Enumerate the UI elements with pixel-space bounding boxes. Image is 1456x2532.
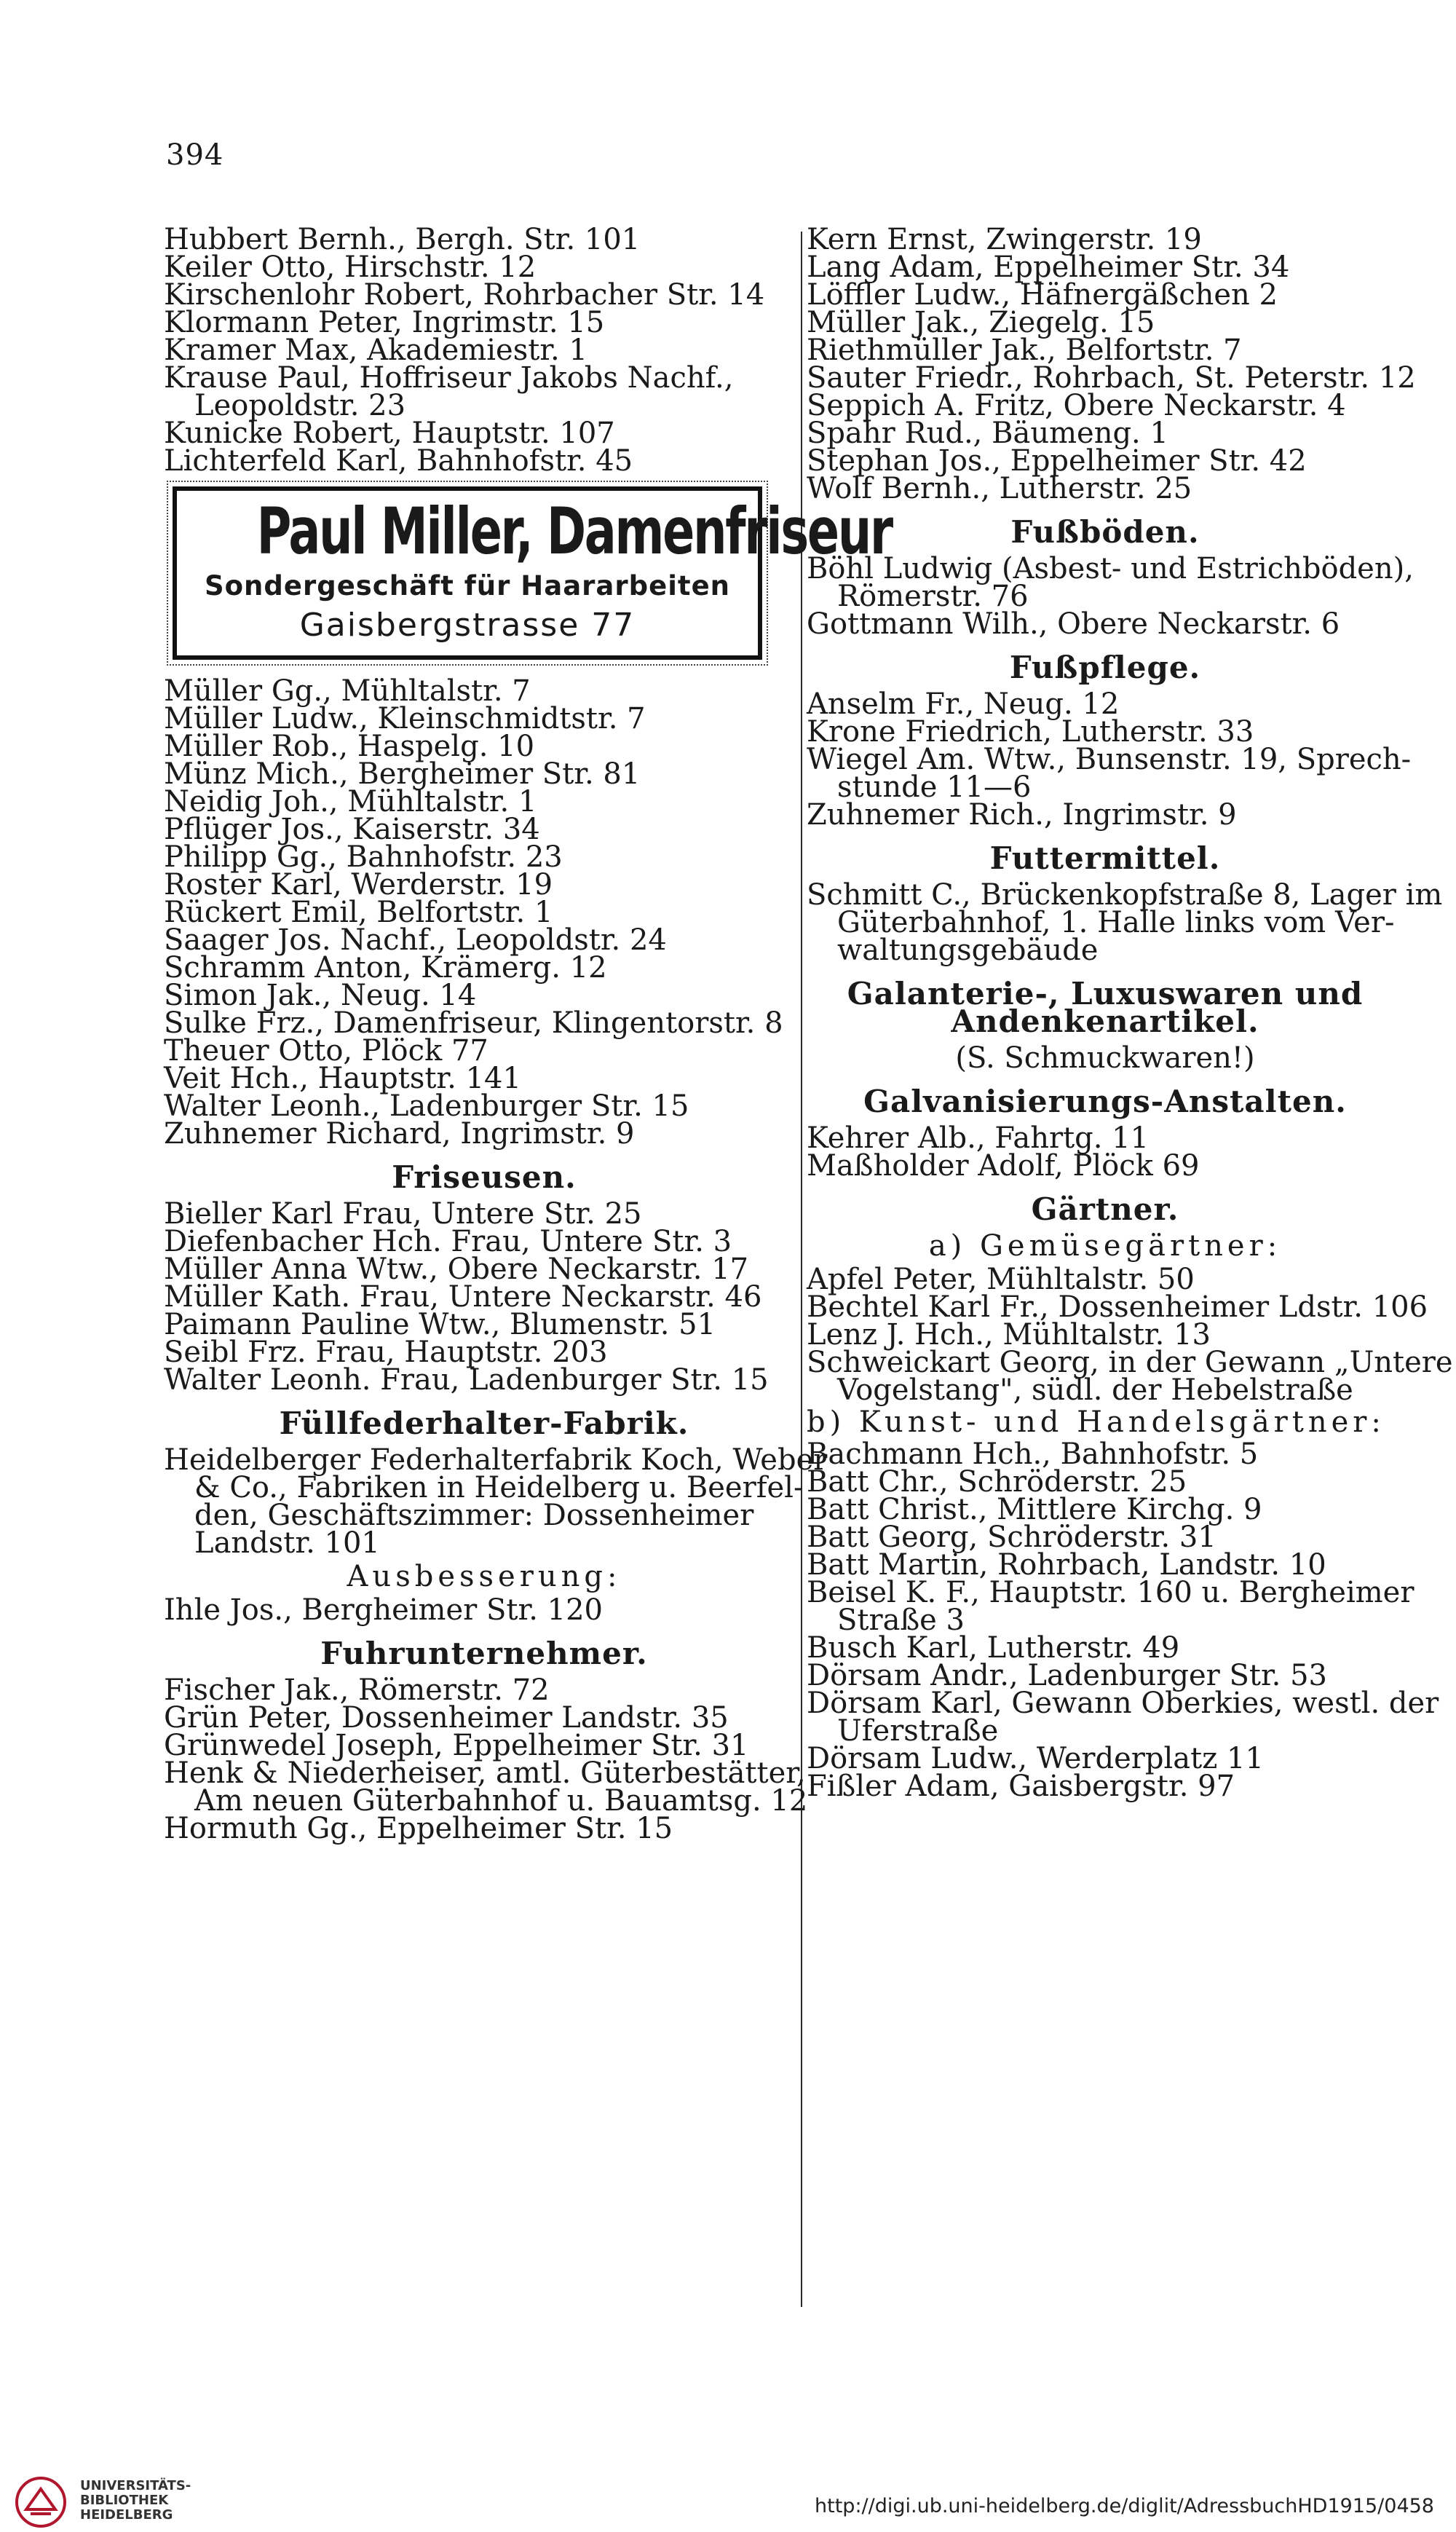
left-column (164, 223, 892, 1845)
list-item: Schramm Anton, Krämerg. 12 (164, 951, 607, 985)
list-item: Veit Hch., Hauptstr. 141 (164, 1062, 521, 1095)
list-item: Batt Chr., Schröderstr. 25 (807, 1465, 1187, 1499)
list-item: Kunicke Robert, Hauptstr. 107 (164, 417, 615, 450)
list-item: Bachmann Hch., Bahnhofstr. 5 (807, 1437, 1259, 1471)
list-item: Kramer Max, Akademiestr. 1 (164, 334, 587, 367)
list-item: Löffler Ludw., Häfnergäßchen 2 (807, 278, 1278, 312)
list-item: Pflüger Jos., Kaiserstr. 34 (164, 813, 540, 846)
list-item: Sulke Frz., Damenfriseur, Klingentorstr. 8 (164, 1006, 783, 1040)
list-item: Diefenbacher Hch. Frau, Untere Str. 3 (164, 1225, 732, 1258)
list-item-continuation: Leopoldstr. 23 (194, 389, 406, 422)
list-item: Krause Paul, Hoffriseur Jakobs Nachf., (164, 361, 734, 395)
list-item: Zuhnemer Richard, Ingrimstr. 9 (164, 1117, 635, 1151)
list-item: Lichterfeld Karl, Bahnhofstr. 45 (164, 444, 633, 478)
ad-business-name: Paul Miller, Damenfriseur (256, 494, 892, 569)
list-item: Müller Rob., Haspelg. 10 (164, 730, 535, 763)
list-item: Riethmüller Jak., Belfortstr. 7 (807, 334, 1242, 367)
friseusen-list (164, 1197, 804, 1397)
digitization-footer (0, 2463, 1456, 2532)
list-item: Gottmann Wilh., Obere Neckarstr. 6 (807, 607, 1340, 641)
subheading-kunstgaertner: b) Kunst- und Handelsgärtner: (807, 1405, 1385, 1439)
list-item: Seibl Frz. Frau, Hauptstr. 203 (164, 1336, 608, 1369)
list-item: Simon Jak., Neug. 14 (164, 979, 477, 1012)
list-item-continuation: waltungsgebäude (837, 934, 1099, 967)
left-list-2 (164, 674, 804, 1151)
list-item: Batt Christ., Mittlere Kirchg. 9 (807, 1493, 1262, 1526)
list-item: Beisel K. F., Hauptstr. 160 u. Bergheimer (807, 1576, 1415, 1609)
list-item: Müller Ludw., Kleinschmidtstr. 7 (164, 702, 646, 735)
list-item: Paimann Pauline Wtw., Blumenstr. 51 (164, 1308, 716, 1341)
list-item: Henk & Niederheiser, amtl. Güterbestätter, (164, 1756, 806, 1790)
right-list-1 (807, 223, 1416, 505)
list-item-continuation: Landstr. 101 (194, 1526, 380, 1560)
list-item: Fischer Jak., Römerstr. 72 (164, 1673, 550, 1707)
page-number: 394 (166, 138, 224, 172)
fuellfederhalter-list (164, 1443, 828, 1560)
fuhrunternehmer-list (164, 1673, 808, 1845)
list-item: Lang Adam, Eppelheimer Str. 34 (807, 251, 1290, 284)
list-item: Rückert Emil, Belfortstr. 1 (164, 896, 553, 929)
source-url-link[interactable]: http://digi.ub.uni-heidelberg.de/diglit/AdressbuchHD1915/0458 (815, 2495, 1434, 2517)
library-name (80, 2479, 191, 2523)
list-item-continuation: den, Geschäftszimmer: Dossenheimer (194, 1499, 754, 1532)
section-heading-futtermittel: Futtermittel. (989, 840, 1221, 876)
gemuese-list (807, 1263, 1453, 1407)
list-item: Sauter Friedr., Rohrbach, St. Peterstr. 12 (807, 361, 1416, 395)
library-name-line: UNIVERSITÄTS- (80, 2478, 191, 2493)
list-item: Theuer Otto, Plöck 77 (164, 1034, 488, 1068)
list-item: Walter Leonh. Frau, Ladenburger Str. 15 (164, 1363, 769, 1397)
left-list-1 (164, 223, 804, 478)
list-item: Walter Leonh., Ladenburger Str. 15 (164, 1089, 689, 1123)
list-item-continuation: Römerstr. 76 (837, 580, 1029, 613)
list-item: Busch Karl, Lutherstr. 49 (807, 1631, 1180, 1665)
list-item: Anselm Fr., Neug. 12 (807, 687, 1120, 721)
futtermittel-list (807, 878, 1443, 967)
ad-specialty: Sondergeschäft für Haararbeiten (204, 570, 731, 602)
list-item: Müller Gg., Mühltalstr. 7 (164, 674, 531, 708)
advertisement-box (173, 486, 892, 660)
galvanisierung-list (807, 1121, 1404, 1183)
list-item: Müller Jak., Ziegelg. 15 (807, 306, 1155, 339)
list-item: Dörsam Ludw., Werderplatz 11 (807, 1742, 1264, 1775)
fussboeden-list (807, 552, 1414, 641)
section-heading-fussboeden: Fußböden. (1010, 514, 1200, 550)
fusspflege-list (807, 687, 1412, 832)
list-item-continuation: Uferstraße (837, 1714, 999, 1748)
list-item: Heidelberger Federhalterfabrik Koch, Weber (164, 1443, 828, 1477)
list-item: Klormann Peter, Ingrimstr. 15 (164, 306, 605, 339)
list-item: Hubbert Bernh., Bergh. Str. 101 (164, 223, 641, 256)
list-item: Dörsam Andr., Ladenburger Str. 53 (807, 1659, 1327, 1692)
list-item-continuation: Straße 3 (837, 1604, 965, 1637)
library-name-line: HEIDELBERG (80, 2507, 173, 2523)
list-item-continuation: stunde 11—6 (837, 770, 1032, 804)
section-heading-fuellfederhalter: Füllfederhalter-Fabrik. (279, 1405, 689, 1441)
list-item: Fißler Adam, Gaisbergstr. 97 (807, 1770, 1235, 1803)
list-item: Keiler Otto, Hirschstr. 12 (164, 251, 537, 284)
list-item: Stephan Jos., Eppelheimer Str. 42 (807, 444, 1307, 478)
section-heading-fusspflege: Fußpflege. (1009, 650, 1201, 685)
list-item-continuation: Vogelstang", südl. der Hebelstraße (837, 1373, 1353, 1407)
section-heading-galanterie-line2: Andenkenartikel. (951, 1003, 1259, 1039)
list-item: Ihle Jos., Bergheimer Str. 120 (164, 1593, 603, 1627)
section-heading-gaertner: Gärtner. (1031, 1191, 1179, 1227)
subheading-ausbesserung: Ausbesserung: (347, 1560, 622, 1593)
list-item: Krone Friedrich, Lutherstr. 33 (807, 715, 1254, 749)
subheading-gemuesegaertner: a) Gemüsegärtner: (928, 1229, 1282, 1263)
list-item: Maßholder Adolf, Plöck 69 (807, 1149, 1200, 1183)
list-item: Grünwedel Joseph, Eppelheimer Str. 31 (164, 1729, 749, 1762)
list-item-continuation: Güterbahnhof, 1. Halle links vom Ver- (837, 906, 1395, 939)
list-item: Wolf Bernh., Lutherstr. 25 (807, 472, 1192, 505)
list-item: Apfel Peter, Mühltalstr. 50 (807, 1263, 1195, 1296)
list-item: Batt Martin, Rohrbach, Landstr. 10 (807, 1548, 1326, 1582)
list-item-continuation: Am neuen Güterbahnhof u. Bauamtsg. 12 (194, 1784, 808, 1818)
library-name-line: BIBLIOTHEK (80, 2493, 169, 2508)
list-item: Dörsam Karl, Gewann Oberkies, westl. der (807, 1687, 1439, 1720)
cross-reference-note: (S. Schmuckwaren!) (955, 1041, 1255, 1075)
list-item: Müller Kath. Frau, Untere Neckarstr. 46 (164, 1280, 762, 1314)
section-heading-fuhrunternehmer: Fuhrunternehmer. (320, 1636, 648, 1671)
list-item: Münz Mich., Bergheimer Str. 81 (164, 757, 641, 791)
list-item: Böhl Ludwig (Asbest- und Estrichböden), (807, 552, 1414, 585)
list-item: Seppich A. Fritz, Obere Neckarstr. 4 (807, 389, 1346, 422)
ad-address: Gaisbergstrasse 77 (299, 607, 636, 644)
list-item: Grün Peter, Dossenheimer Landstr. 35 (164, 1701, 729, 1735)
list-item: Kehrer Alb., Fahrtg. 11 (807, 1121, 1150, 1155)
list-item: Kirschenlohr Robert, Rohrbacher Str. 14 (164, 278, 765, 312)
list-item: Lenz J. Hch., Mühltalstr. 13 (807, 1318, 1211, 1352)
list-item: Neidig Joh., Mühltalstr. 1 (164, 785, 537, 819)
list-item: Roster Karl, Werderstr. 19 (164, 868, 553, 902)
list-item: Schmitt C., Brückenkopfstraße 8, Lager im (807, 878, 1443, 912)
right-column (807, 223, 1453, 1803)
list-item: Zuhnemer Rich., Ingrimstr. 9 (807, 798, 1237, 832)
section-heading-galanterie: Galanterie-, Luxuswaren und (847, 976, 1364, 1011)
list-item: Müller Anna Wtw., Obere Neckarstr. 17 (164, 1253, 749, 1286)
list-item: Philipp Gg., Bahnhofstr. 23 (164, 840, 563, 874)
list-item: Bechtel Karl Fr., Dossenheimer Ldstr. 106 (807, 1290, 1428, 1324)
university-library-logo-icon (15, 2476, 67, 2528)
list-item: Wiegel Am. Wtw., Bunsenstr. 19, Sprech- (807, 743, 1412, 776)
section-heading-galvanisierung: Galvanisierungs-Anstalten. (863, 1084, 1347, 1119)
list-item: Hormuth Gg., Eppelheimer Str. 15 (164, 1812, 673, 1845)
list-item-continuation: & Co., Fabriken in Heidelberg u. Beerfel- (194, 1471, 804, 1504)
list-item: Batt Georg, Schröderstr. 31 (807, 1521, 1216, 1554)
section-heading-friseusen: Friseusen. (392, 1159, 577, 1195)
kunst-list (807, 1437, 1439, 1803)
list-item: Schweickart Georg, in der Gewann „Untere (807, 1346, 1453, 1379)
list-item: Kern Ernst, Zwingerstr. 19 (807, 223, 1202, 256)
list-item: Saager Jos. Nachf., Leopoldstr. 24 (164, 923, 667, 957)
list-item: Spahr Rud., Bäumeng. 1 (807, 417, 1168, 450)
list-item: Bieller Karl Frau, Untere Str. 25 (164, 1197, 642, 1231)
